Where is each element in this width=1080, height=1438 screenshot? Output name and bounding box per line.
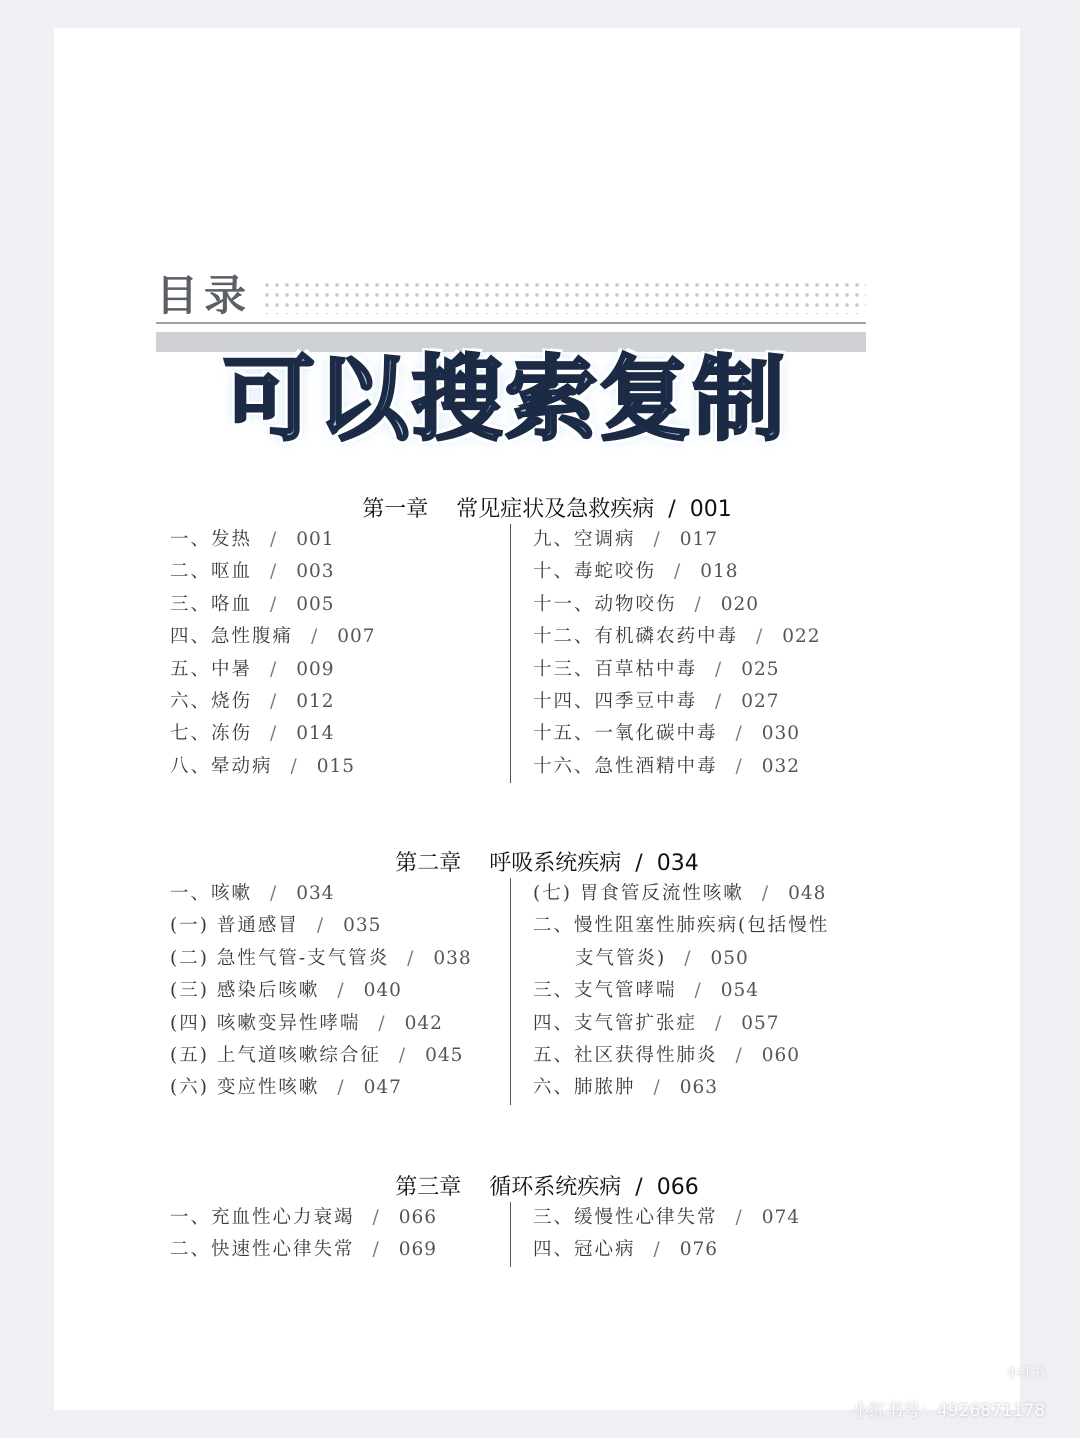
toc-separator: / bbox=[653, 1239, 662, 1261]
toc-entry bbox=[170, 589, 376, 621]
toc-entry bbox=[533, 718, 821, 750]
watermark-id: 小红书号：4926871178 bbox=[852, 1401, 1046, 1421]
toc-separator: / bbox=[715, 658, 724, 680]
toc-entry-label: (四) 咳嗽变异性哮喘 bbox=[170, 1012, 361, 1034]
toc-entry-page: 017 bbox=[679, 529, 719, 550]
toc-entry-label: 十、毒蛇咬伤 bbox=[533, 561, 657, 583]
toc-entry-page: 069 bbox=[398, 1239, 438, 1261]
toc-separator: / bbox=[653, 1077, 662, 1099]
toc-separator: / bbox=[270, 529, 279, 550]
toc-separator: / bbox=[290, 755, 299, 777]
chapter-number: 第一章 bbox=[362, 497, 429, 522]
toc-entry bbox=[533, 654, 821, 686]
toc-entry-label: 一、咳嗽 bbox=[170, 883, 253, 904]
toc-entry-page: 022 bbox=[782, 626, 821, 648]
toc-entry bbox=[533, 1072, 829, 1104]
toc-entry-label: 十六、急性酒精中毒 bbox=[533, 755, 718, 777]
toc-entry-page: 042 bbox=[404, 1012, 443, 1034]
toc-entry-label: 二、呕血 bbox=[170, 561, 253, 583]
toc-entry-label: 一、充血性心力衰竭 bbox=[170, 1207, 355, 1228]
toc-entry bbox=[170, 1040, 472, 1072]
toc-entry-label: 二、快速性心律失常 bbox=[170, 1239, 355, 1261]
toc-separator: / bbox=[270, 561, 279, 583]
watermark-logo: 小红书 bbox=[1006, 1366, 1046, 1381]
toc-entry-page: 007 bbox=[337, 626, 376, 648]
toc-separator: / bbox=[378, 1012, 387, 1034]
toc-title: 目录 bbox=[156, 271, 253, 320]
toc-entry-page: 048 bbox=[788, 883, 827, 904]
chapter-page: 066 bbox=[656, 1175, 699, 1200]
toc-entry-label: 三、咯血 bbox=[170, 593, 253, 615]
toc-entry bbox=[170, 943, 472, 975]
toc-separator: / bbox=[398, 1044, 408, 1066]
toc-entry bbox=[533, 943, 829, 975]
toc-entry-label: 五、社区获得性肺炎 bbox=[533, 1044, 718, 1066]
toc-entry-page: 045 bbox=[425, 1044, 464, 1066]
toc-entry bbox=[533, 621, 821, 653]
toc-entry-label: 四、冠心病 bbox=[533, 1239, 636, 1261]
chapter-name: 呼吸系统疾病 bbox=[489, 851, 622, 876]
toc-separator: / bbox=[270, 658, 279, 680]
toc-entry bbox=[170, 751, 376, 783]
toc-entry bbox=[533, 524, 821, 556]
toc-entry-label: 十一、动物咬伤 bbox=[533, 593, 677, 615]
toc-separator: / bbox=[372, 1239, 381, 1261]
toc-entry-page: 030 bbox=[761, 723, 801, 745]
toc-entry bbox=[170, 878, 472, 910]
toc-entry-label: 十四、四季豆中毒 bbox=[533, 690, 698, 712]
toc-column-left bbox=[170, 878, 472, 1105]
toc-entry-label: (七) 胃食管反流性咳嗽 bbox=[533, 883, 744, 904]
toc-entry bbox=[533, 1202, 800, 1234]
toc-entry-page: 038 bbox=[433, 947, 472, 969]
toc-entry bbox=[533, 1040, 829, 1072]
toc-separator: / bbox=[694, 980, 703, 1002]
toc-entry-label: 八、晕动病 bbox=[170, 755, 273, 777]
chapter-heading: 第二章 呼吸系统疾病 / 034 bbox=[395, 851, 699, 876]
toc-entry-page: 076 bbox=[679, 1239, 719, 1261]
toc-column-right bbox=[510, 878, 829, 1105]
toc-entry bbox=[170, 1008, 472, 1040]
toc-entry bbox=[533, 975, 829, 1007]
toc-separator: / bbox=[337, 1077, 346, 1099]
toc-separator: / bbox=[270, 690, 279, 712]
toc-entry bbox=[533, 751, 821, 783]
toc-entry-page: 012 bbox=[296, 690, 335, 712]
toc-separator: / bbox=[311, 626, 320, 648]
toc-separator: / bbox=[270, 593, 279, 615]
toc-entry-label: (一) 普通感冒 bbox=[170, 915, 299, 937]
toc-separator: / bbox=[372, 1207, 381, 1228]
toc-entry-page: 027 bbox=[741, 690, 780, 712]
toc-entry-label: (六) 变应性咳嗽 bbox=[170, 1077, 320, 1099]
toc-entry-label: 三、支气管哮喘 bbox=[533, 980, 677, 1002]
toc-entry bbox=[170, 718, 376, 750]
toc-entry-page: 074 bbox=[761, 1207, 801, 1228]
toc-entry-page: 001 bbox=[296, 529, 335, 550]
toc-column-left bbox=[170, 524, 376, 783]
title-underline bbox=[156, 322, 866, 324]
toc-entry-page: 034 bbox=[296, 883, 335, 904]
toc-entry bbox=[170, 524, 376, 556]
dotted-pattern bbox=[262, 280, 866, 314]
toc-separator: / bbox=[694, 593, 703, 615]
toc-entry bbox=[170, 910, 472, 942]
toc-separator: / bbox=[761, 883, 771, 904]
toc-entry-page: 014 bbox=[296, 723, 335, 745]
toc-entry bbox=[533, 910, 829, 942]
toc-entry bbox=[170, 556, 376, 588]
toc-entry bbox=[533, 1008, 829, 1040]
toc-entry bbox=[533, 1234, 800, 1266]
toc-column-right bbox=[510, 524, 821, 783]
toc-entry-page: 054 bbox=[720, 980, 760, 1002]
toc-entry-label: 十二、有机磷农药中毒 bbox=[533, 626, 739, 648]
chapter-heading: 第三章 循环系统疾病 / 066 bbox=[395, 1175, 699, 1200]
chapter-name: 常见症状及急救疾病 bbox=[456, 497, 655, 522]
toc-entry-page: 050 bbox=[710, 947, 749, 969]
toc-entry bbox=[170, 654, 376, 686]
toc-separator: / bbox=[270, 883, 279, 904]
toc-entry-label: 一、发热 bbox=[170, 529, 253, 550]
toc-entry-page: 025 bbox=[741, 658, 780, 680]
toc-entry-label: 五、中暑 bbox=[170, 658, 253, 680]
toc-entry-page: 057 bbox=[741, 1012, 780, 1034]
toc-entry bbox=[533, 878, 829, 910]
toc-entry bbox=[170, 1072, 472, 1104]
toc-separator: / bbox=[270, 723, 279, 745]
toc-separator: / bbox=[735, 1044, 744, 1066]
toc-column-left bbox=[170, 1202, 437, 1267]
toc-separator: / bbox=[735, 1207, 744, 1228]
toc-separator: / bbox=[337, 980, 346, 1002]
toc-entry bbox=[170, 686, 376, 718]
toc-entry-page: 066 bbox=[398, 1207, 438, 1228]
chapter-number: 第二章 bbox=[395, 851, 462, 876]
toc-entry-label: 三、缓慢性心律失常 bbox=[533, 1207, 718, 1228]
toc-separator: / bbox=[756, 626, 765, 648]
toc-entry-page: 015 bbox=[316, 755, 356, 777]
toc-entry-page: 063 bbox=[679, 1077, 719, 1099]
toc-entry-page: 018 bbox=[700, 561, 739, 583]
chapter-name: 循环系统疾病 bbox=[489, 1175, 622, 1200]
toc-entry bbox=[170, 1234, 437, 1266]
toc-separator: / bbox=[653, 529, 662, 550]
toc-entry bbox=[533, 556, 821, 588]
toc-entry-label: 二、慢性阻塞性肺疾病(包括慢性 bbox=[533, 915, 830, 937]
toc-separator: / bbox=[715, 690, 724, 712]
toc-entry bbox=[170, 1202, 437, 1234]
toc-entry-label: 支气管炎) bbox=[575, 947, 667, 969]
toc-separator: / bbox=[407, 947, 416, 969]
toc-separator: / bbox=[684, 947, 693, 969]
searchable-overlay-text: 可以搜索复制 bbox=[222, 346, 787, 453]
toc-entry-label: 六、肺脓肿 bbox=[533, 1077, 636, 1099]
toc-entry bbox=[533, 589, 821, 621]
toc-separator: / bbox=[316, 915, 326, 937]
toc-entry-page: 032 bbox=[761, 755, 801, 777]
toc-entry-label: 十三、百草枯中毒 bbox=[533, 658, 698, 680]
toc-separator: / bbox=[674, 561, 683, 583]
toc-entry bbox=[170, 621, 376, 653]
toc-separator: / bbox=[735, 755, 744, 777]
toc-separator: / bbox=[735, 723, 744, 745]
chapter-page: 001 bbox=[689, 497, 732, 522]
toc-entry-page: 060 bbox=[761, 1044, 801, 1066]
toc-entry-label: 四、急性腹痛 bbox=[170, 626, 294, 648]
chapter-number: 第三章 bbox=[395, 1175, 462, 1200]
toc-entry-page: 047 bbox=[363, 1077, 402, 1099]
toc-entry-page: 005 bbox=[296, 593, 335, 615]
toc-entry-label: (五) 上气道咳嗽综合征 bbox=[170, 1044, 381, 1066]
toc-entry-page: 035 bbox=[343, 915, 382, 937]
toc-column-right bbox=[510, 1202, 800, 1267]
toc-entry-label: 九、空调病 bbox=[533, 529, 636, 550]
toc-entry-label: 十五、一氧化碳中毒 bbox=[533, 723, 718, 745]
toc-entry-label: (二) 急性气管-支气管炎 bbox=[170, 947, 390, 969]
toc-entry-page: 020 bbox=[720, 593, 760, 615]
toc-entry-label: 四、支气管扩张症 bbox=[533, 1012, 698, 1034]
toc-entry-label: 七、冻伤 bbox=[170, 723, 253, 745]
chapter-heading: 第一章 常见症状及急救疾病 / 001 bbox=[362, 497, 732, 522]
toc-entry-page: 009 bbox=[296, 658, 335, 680]
toc-entry bbox=[533, 686, 821, 718]
chapter-page: 034 bbox=[656, 851, 699, 876]
toc-entry-page: 040 bbox=[363, 980, 402, 1002]
toc-entry-page: 003 bbox=[296, 561, 335, 583]
toc-separator: / bbox=[715, 1012, 724, 1034]
toc-entry bbox=[170, 975, 472, 1007]
toc-entry-label: 六、烧伤 bbox=[170, 690, 253, 712]
toc-entry-label: (三) 感染后咳嗽 bbox=[170, 980, 320, 1002]
